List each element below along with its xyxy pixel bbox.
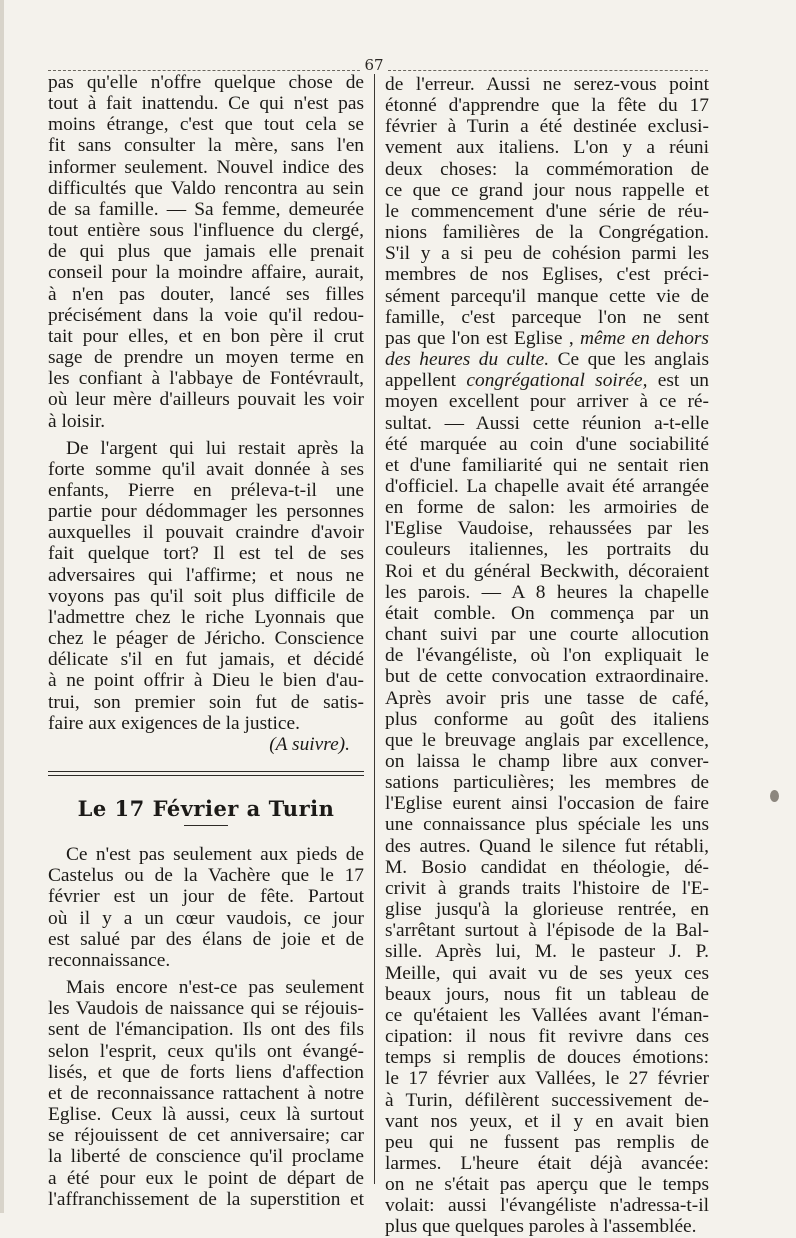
text-line: moins étrange, c'est que tout cela se (48, 114, 364, 136)
text-line: vant nos yeux, et il y en avait bien (385, 1110, 709, 1132)
text-line: à ne point offrir à Dieu le bien d'au- (48, 670, 364, 692)
text-line: la liberté de conscience qu'il proclame (48, 1146, 364, 1168)
paragraph-valdo-family (48, 72, 364, 432)
text-line: s'arrêtant surtout à l'épisode de la Bal- (385, 920, 709, 942)
text-line: a été pour eux le point de départ de (48, 1167, 364, 1189)
article-title: Le 17 Février a Turin (77, 796, 335, 821)
text-line: l'affranchissement de la superstition et (48, 1188, 364, 1210)
text-run: pas que l'on est Eglise , (385, 327, 580, 349)
text-line: Eglise. Ceux là aussi, ceux là surtout (48, 1104, 364, 1126)
text-line: faire aux exigences de la justice. (48, 712, 300, 734)
text-line: de l'évangéliste, où l'on expliquait le (385, 645, 709, 667)
text-line: pas qu'elle n'offre quelque chose de (48, 72, 364, 93)
text-line: partie pour dédommager les personnes (48, 501, 364, 523)
text-line: été marquée au coin d'une sociabilité (385, 433, 709, 455)
text-line: à n'en pas douter, lancé ses filles (48, 283, 364, 305)
text-line: De l'argent qui lui restait après la (66, 437, 364, 459)
text-line: sage de prendre un moyen terme en (48, 347, 364, 369)
text-line: sille. Après lui, M. le pasteur J. P. (385, 941, 709, 963)
text-line: étonné d'apprendre que la fête du 17 (385, 95, 709, 117)
text-line: trui, son premier soin fut de satis- (48, 691, 364, 713)
text-line: moyen excellent pour arriver à ce ré- (385, 391, 709, 413)
text-line: Après avoir pris une tasse de café, (385, 687, 709, 709)
text-line: Mais encore n'est-ce pas seulement (66, 977, 364, 999)
text-line: selon l'esprit, ceux qu'ils ont évangé- (48, 1040, 364, 1062)
text-line: Castelus ou de la Vachère que le 17 (48, 865, 364, 887)
text-line: difficultés que Valdo rencontra au sein (48, 177, 364, 199)
text-line: famille, c'est parceque l'on ne sent (385, 306, 709, 328)
paragraph-feast-day (48, 844, 364, 971)
italic-run: congrégational soirée, (466, 370, 648, 392)
text-line: crivit à grands traits l'histoire de l'E- (385, 877, 709, 899)
text-line: l'Eglise Vaudoise, rehaussées par les (385, 518, 709, 540)
section-rule (48, 771, 364, 772)
text-line: adversaires qui l'affirme; et nous ne (48, 564, 364, 586)
text-run: appellent (385, 370, 467, 392)
text-line: février à Turin a été destinée exclusi- (385, 116, 709, 138)
section-rule (48, 775, 364, 776)
text-line: ce qu'étaient les Vallées avant l'éman- (385, 1004, 709, 1026)
header-rule-left (48, 70, 360, 71)
text-line: tout entière sous l'influence du clergé, (48, 220, 364, 242)
text-line: que le breuvage anglais par excellence, (385, 729, 709, 751)
text-line: fit sans consulter la mère, sans l'en (48, 135, 364, 157)
text-line: sultat. — Aussi cette réunion a-t-elle (385, 412, 709, 434)
text-line: de qui plus que jamais elle prenait (48, 241, 364, 263)
text-line: ce que ce grand jour nous rappelle et (385, 179, 709, 201)
text-line: les Vaudois de naissance qui se réjouis- (48, 998, 364, 1020)
text-line: et de reconnaissance rattachent à notre (48, 1082, 364, 1104)
text-line: membres de nos Eglises, c'est préci- (385, 264, 709, 286)
text-line: voyons pas qu'il soit plus difficile de (48, 585, 364, 607)
text-line: volait: aussi l'évangéliste n'adressa-t-il (385, 1195, 709, 1217)
text-line: et d'une familiarité qui ne sentait rien (385, 454, 709, 476)
text-line: peu qui ne fussent pas remplis de (385, 1131, 709, 1153)
text-line: but de cette convocation extraordinaire. (385, 666, 709, 688)
text-line: Meille, qui avait vu de ses yeux ces (385, 962, 709, 984)
text-line: Ce n'est pas seulement aux pieds de (66, 844, 364, 866)
text-line: plus conforme au goût des italiens (385, 708, 709, 730)
text-line (385, 370, 709, 391)
text-line: M. Bosio candidat en théologie, dé- (385, 856, 709, 878)
ink-spot (770, 790, 779, 802)
to-be-continued: (A suivre). (269, 733, 350, 755)
page-number: 67 (364, 56, 384, 74)
text-line: en forme de salon: les armoiries de (385, 497, 709, 519)
text-line: beaux jours, nous fit un tableau de (385, 983, 709, 1005)
text-line: chant suivi par une courte allocution (385, 624, 709, 646)
text-line: février est un jour de fête. Partout (48, 886, 364, 908)
text-line: les confiant à l'abbaye de Fontévrault, (48, 368, 364, 390)
text-line: vement aux italiens. L'on y a réuni (385, 137, 709, 159)
left-column (48, 72, 364, 1210)
text-line: se réjouissent de cet anniversaire; car (48, 1125, 364, 1147)
text-run: est un (647, 370, 709, 392)
text-line: couleurs italiennes, les portraits du (385, 539, 709, 561)
paragraph-turin-feast (385, 74, 709, 1238)
text-line: où il y a un cœur vaudois, ce jour (48, 907, 364, 929)
text-line: fait quelque tort? Il est tel de ses (48, 543, 364, 565)
text-line: tout à fait inattendu. Ce qui n'est pas (48, 93, 364, 115)
text-line: on laissa le champ libre aux conver- (385, 751, 709, 772)
text-line: auxquelles il pouvait craindre d'avoir (48, 522, 364, 544)
italic-run: même en dehors (580, 327, 709, 349)
text-line: à Turin, défilèrent successivement de- (385, 1089, 709, 1111)
text-line: de l'erreur. Aussi ne serez-vous point (385, 74, 709, 95)
text-line: une connaissance plus spéciale les uns (385, 814, 709, 836)
text-line: les parois. — A 8 heures la chapelle (385, 581, 709, 603)
text-line: à loisir. (48, 410, 106, 432)
text-line: sations particulières; les membres de (385, 772, 709, 794)
text-line: informer seulement. Nouvel indice des (48, 156, 364, 178)
text-line: plus que quelques paroles à l'assemblée. (385, 1216, 697, 1238)
text-line: Roi et du général Beckwith, décoraient (385, 560, 709, 582)
text-line: tait pour elles, et en bon père il crut (48, 325, 364, 347)
text-line: nions familières de la Congrégation. (385, 222, 709, 244)
text-line: larmes. L'heure était déjà avancée: (385, 1152, 709, 1174)
text-line: était comble. On commença par un (385, 602, 709, 624)
text-line: cipation: il nous fit revivre dans ces (385, 1026, 709, 1048)
right-column (385, 74, 709, 1238)
text-line: des autres. Quand le silence fut rétabli, (385, 835, 709, 857)
text-line: conseil pour la moindre affaire, aurait, (48, 262, 364, 284)
text-line: reconnaissance. (48, 949, 171, 971)
text-line: lisés, et que de forts liens d'affection (48, 1061, 364, 1083)
text-line: où leur mère d'ailleurs pouvait les voir (48, 389, 364, 411)
text-run: Ce que les anglais (549, 349, 709, 371)
text-line: d'officiel. La chapelle avait été arrangée (385, 475, 709, 497)
text-line: précisément dans la voie qu'il redou- (48, 304, 364, 326)
text-line: S'il y a si peu de cohésion parmi les (385, 243, 709, 265)
text-line: deux choses: la commémoration de (385, 158, 709, 180)
text-line: le commencement d'une série de réu- (385, 200, 709, 222)
column-divider (374, 74, 375, 1184)
text-line: sent de l'émancipation. Ils ont des fils (48, 1019, 364, 1041)
italic-run: des heures du culte. (385, 349, 550, 371)
text-line: forte somme qu'il avait donnée à ses (48, 458, 364, 480)
text-line: est salué par des élans de joie et de (48, 928, 364, 950)
text-line: chez le péager de Jéricho. Conscience (48, 628, 364, 650)
text-line: glise jusqu'à la glorieuse rentrée, en (385, 899, 709, 921)
text-line: le 17 février aux Vallées, le 27 février (385, 1068, 709, 1090)
text-line: on ne s'était pas aperçu que le temps (385, 1174, 709, 1196)
paragraph-emancipation (48, 977, 364, 1210)
text-line: de sa famille. — Sa femme, demeurée (48, 198, 364, 220)
title-underline (184, 825, 228, 826)
header-rule-right (388, 70, 708, 71)
text-line: temps si remplis de douces émotions: (385, 1047, 709, 1069)
text-line: enfants, Pierre en préleva-t-il une (48, 479, 364, 501)
text-line: sément parcequ'il manque cette vie de (385, 285, 709, 307)
text-line: l'admettre chez le riche Lyonnais que (48, 606, 364, 628)
text-line: l'Eglise eurent ainsi l'occasion de faire (385, 793, 709, 815)
page-edge (0, 0, 4, 1213)
text-line: délicate s'il en fut jamais, et décidé (48, 649, 364, 671)
text-line (385, 349, 709, 370)
paragraph-pierre-money (48, 438, 364, 734)
text-line (385, 328, 709, 349)
